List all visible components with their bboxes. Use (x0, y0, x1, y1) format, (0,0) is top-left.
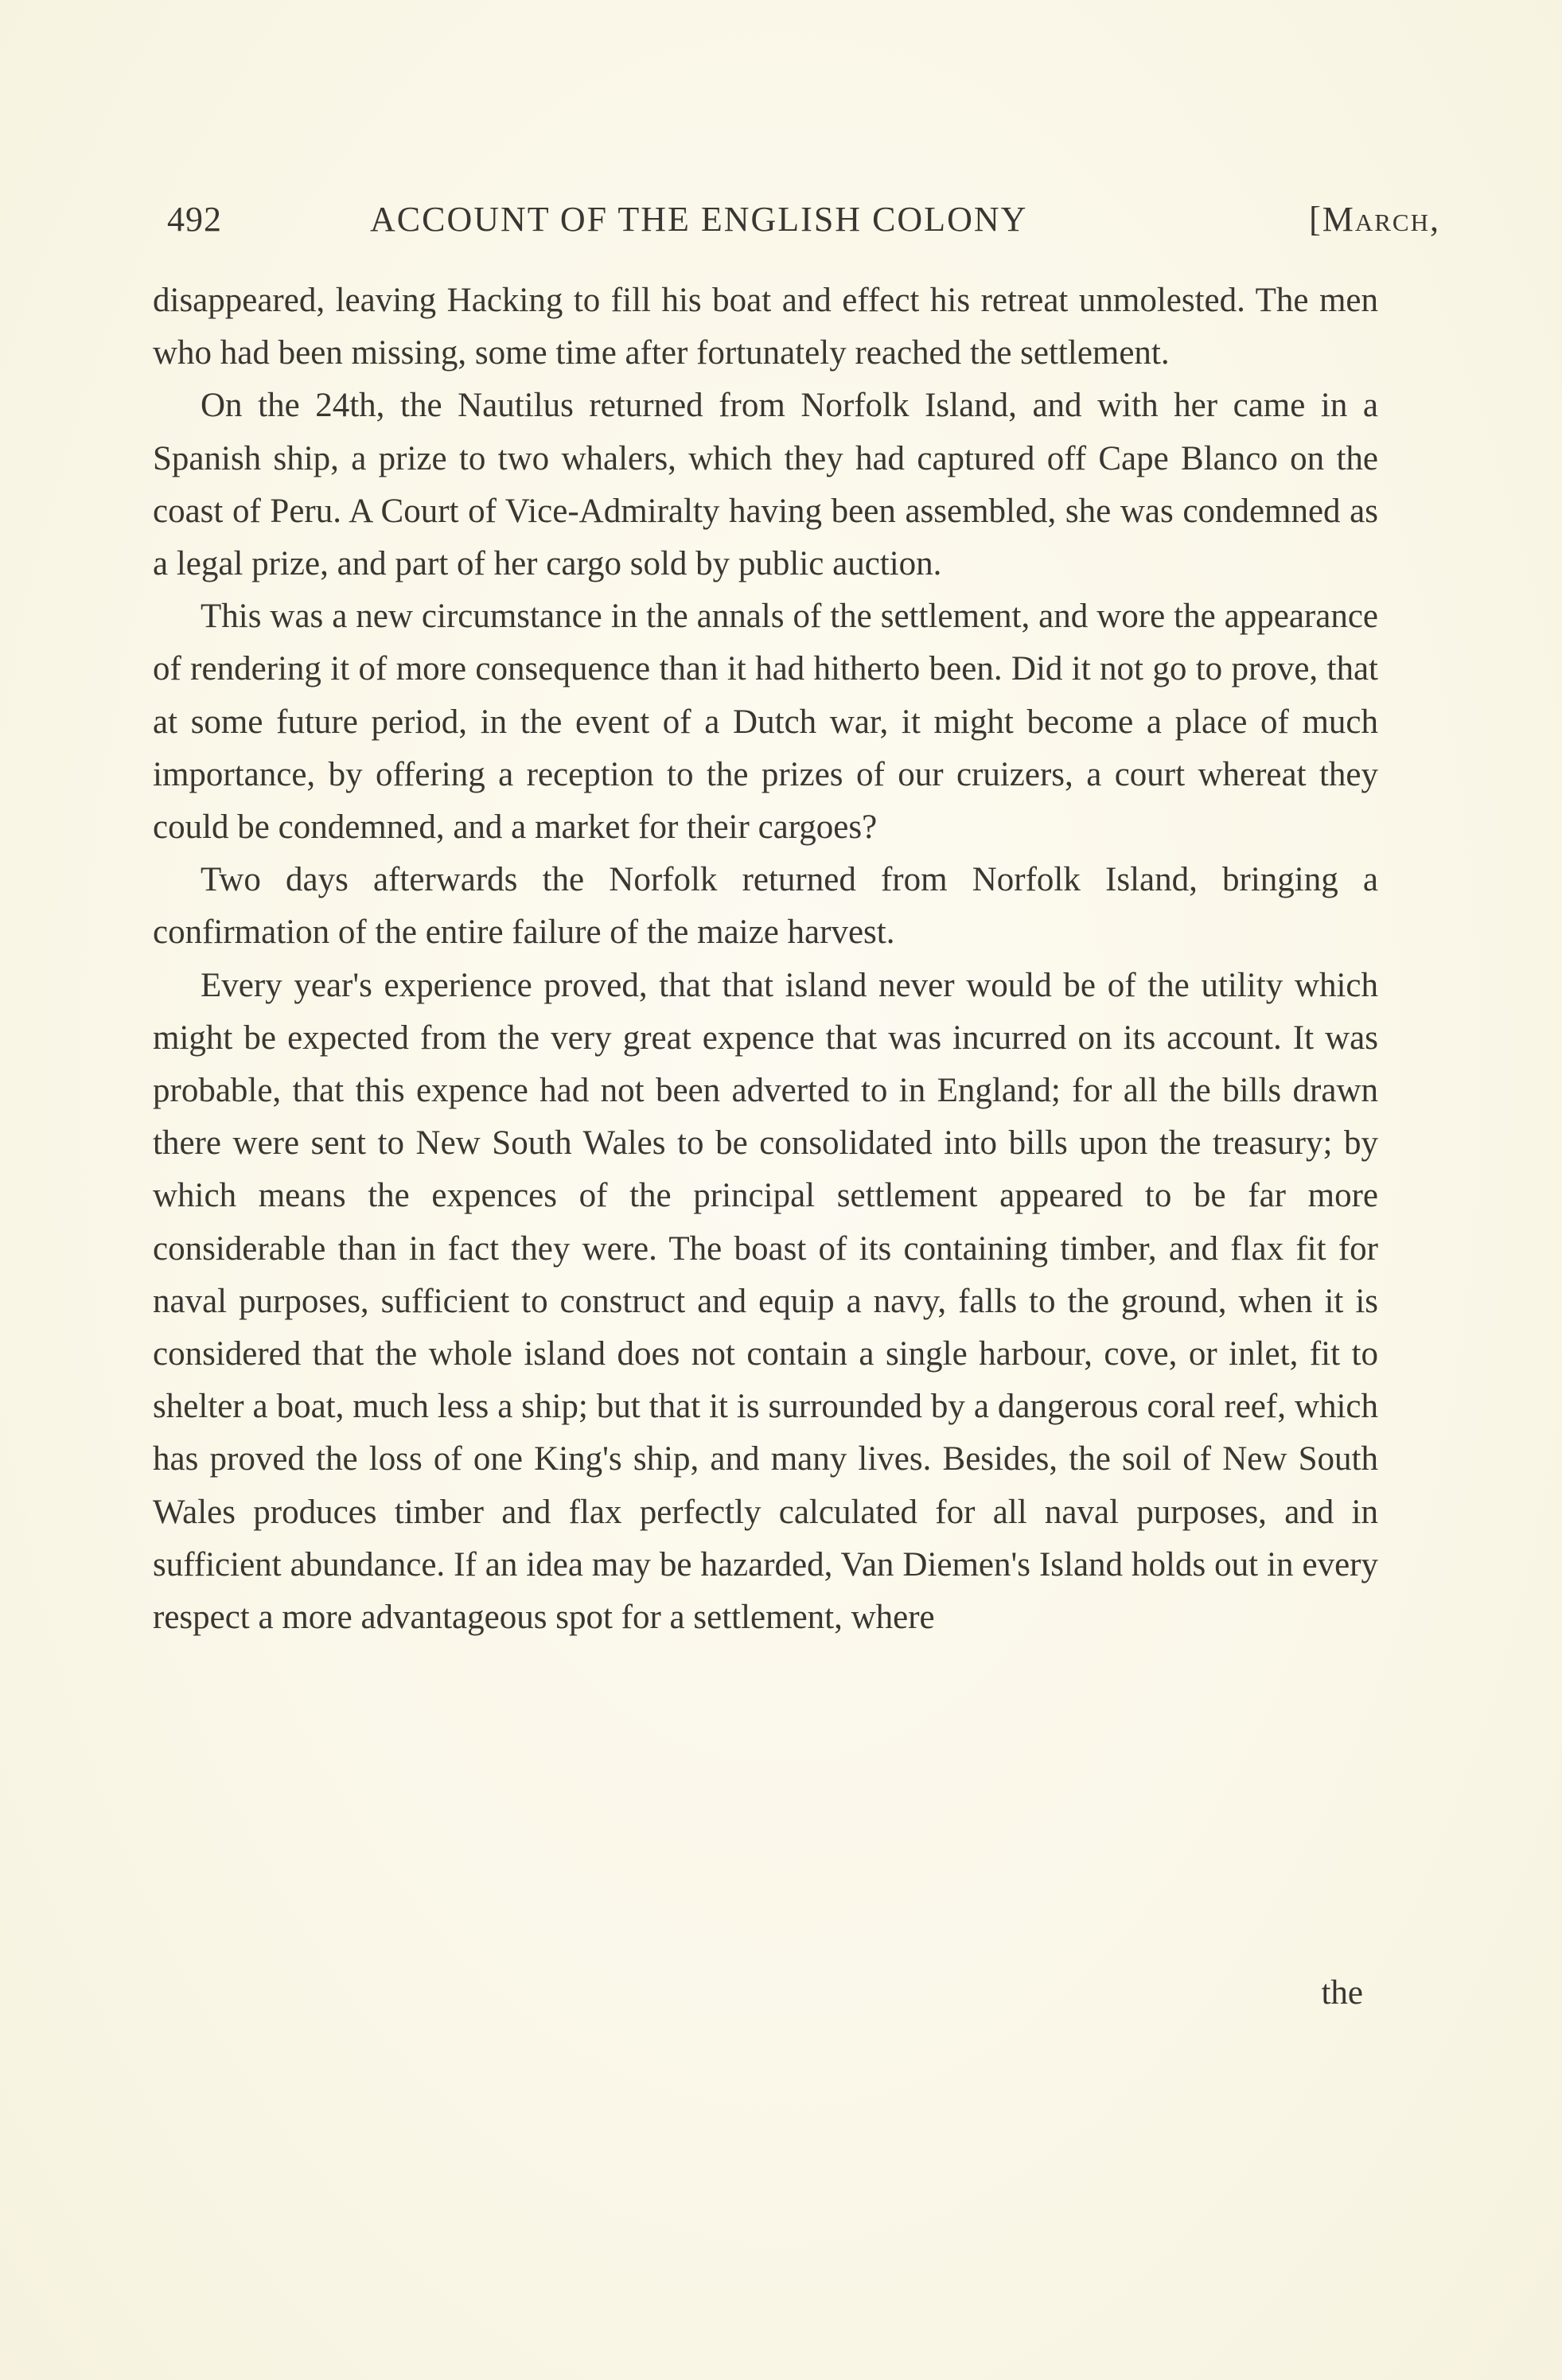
running-head: ACCOUNT OF THE ENGLISH COLONY (370, 200, 1028, 239)
section-mark: [March, (1309, 200, 1440, 239)
body-text (153, 275, 1378, 1644)
paragraph-norfolk-return: Two days afterwards the Norfolk returned from Norfolk Island, bringing a confirmation of the entire failure of the maize harvest. (153, 861, 1378, 952)
page-number: 492 (167, 200, 222, 239)
paragraph-continued: disappeared, leaving Hacking to fill his boat and effect his retreat unmolested. The men who had been missing, some time after fortunately reached the settlement. (153, 282, 1378, 372)
paragraph-experience: Every year's experience proved, that that island never would be of the utility which might be expected from the very great expence that was incurred on its account. It was probable, that this expence had not been adverted to in England; for all the bills drawn there were sent to New South Wales to be consolidated into bills upon the treasury; by which means the expences of the principal settlement appeared to be far more considerable than in fact they were. The boast of its containing timber, and flax fit for naval purposes, sufficient to construct and equip a navy, falls to the ground, when it is considered that the whole island does not contain a single harbour, cove, or inlet, fit to shelter a boat, much less a ship; but that it is surrounded by a dangerous coral reef, which has proved the loss of one King's ship, and many lives. Besides, the soil of New South Wales produces timber and flax perfectly calculated for all naval purposes, and in sufficient abundance. If an idea may be hazarded, Van Diemen's Island holds out in every respect a more advantageous spot for a settlement, where (153, 966, 1378, 1637)
catchword: the (1321, 1974, 1363, 2012)
paragraph-new-circumstance: This was a new circumstance in the annals of the settlement, and wore the appearance of rendering it of more consequence than it had hitherto been. Did it not go to prove, that at some future period, in the event of a Dutch war, it might become a place of much importance, by offering a reception to the prizes of our cruizers, a court whereat they could be condemned, and a market for their cargoes? (153, 598, 1378, 847)
page-header (167, 199, 1440, 255)
paragraph-nautilus: On the 24th, the Nautilus returned from Norfolk Island, and with her came in a Spanish ship, a prize to two whalers, which they had captured off Cape Blanco on the coast of Peru. A Court of Vice-Admiralty having been assembled, she was condemned as a legal prize, and part of her cargo sold by public auction. (153, 387, 1378, 583)
